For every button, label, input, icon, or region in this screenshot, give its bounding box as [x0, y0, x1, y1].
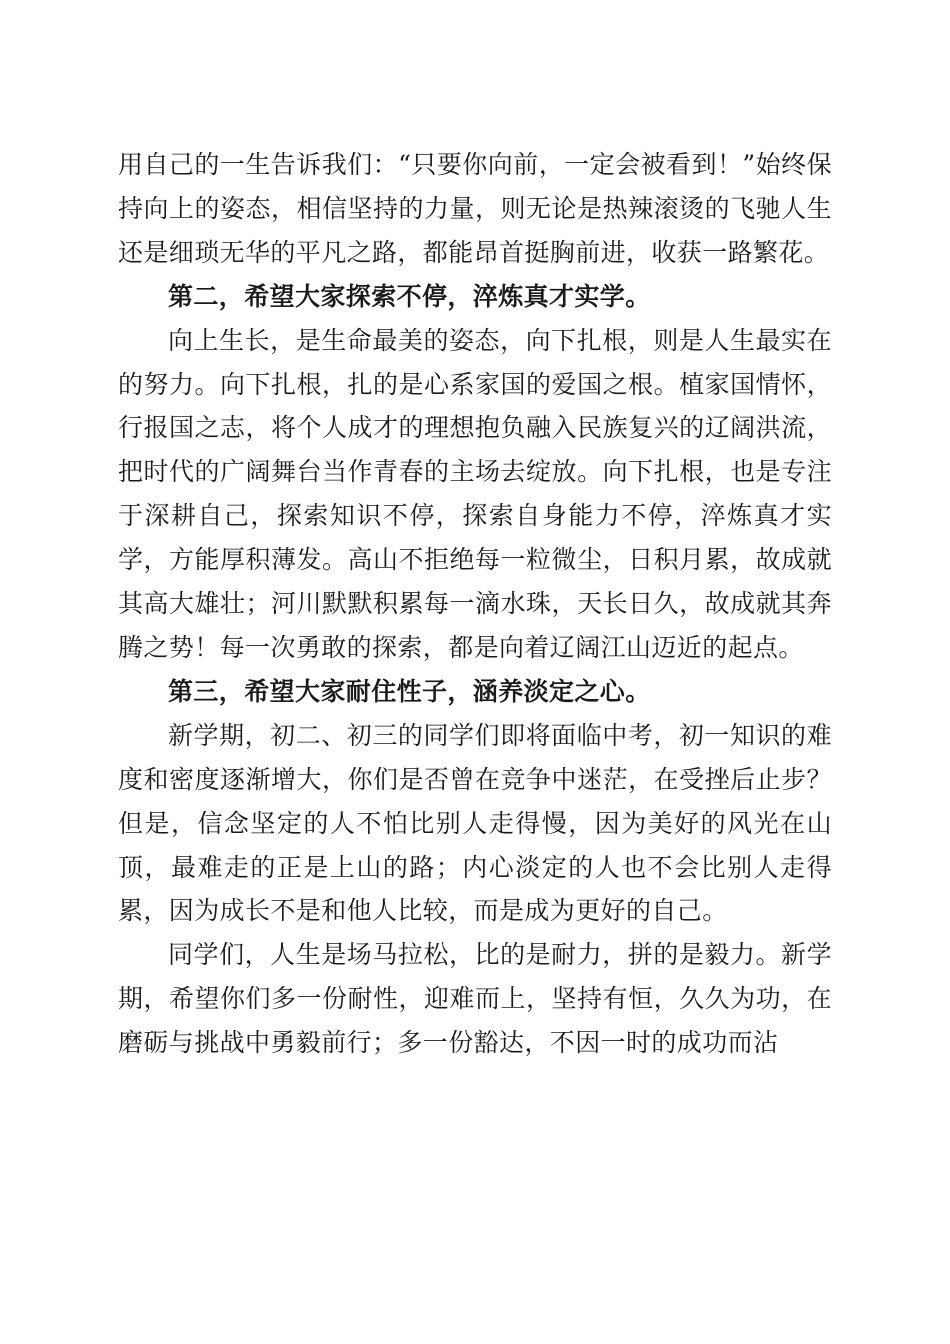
- paragraph-body: 同学们，人生是场马拉松，比的是耐力，拼的是毅力。新学期，希望你们多一份耐性，迎难而上，坚持有恒，久久为功，在磨砺与挑战中勇毅前行；多一份豁达，不因一时的成功而沾: [118, 940, 832, 1058]
- paragraph-continuation: 用自己的一生告诉我们：“只要你向前，一定会被看到！”始终保持向上的姿态，相信坚持的力量，则无论是热辣滚烫的飞驰人生还是细琐无华的平凡之路，都能昂首挺胸前进，收获一路繁花。: [118, 150, 832, 267]
- section-heading-second: 第二，希望大家探索不停，淬炼真才实学。: [168, 281, 651, 311]
- section-heading-third: 第三，希望大家耐住性子，涵养淡定之心。: [168, 676, 651, 706]
- paragraph-body: 新学期，初二、初三的同学们即将面临中考，初一知识的难度和密度逐渐增大，你们是否曾在竞争中迷茫，在受挫后止步？但是，信念坚定的人不怕比别人走得慢，因为美好的风光在山顶，最难走的正是上山的路；内心淡定的人也不会比别人走得累，因为成长不是和他人比较，而是成为更好的自己。: [118, 720, 832, 926]
- document-page: [118, 143, 832, 1065]
- paragraph-body: 向上生长，是生命最美的姿态，向下扎根，则是人生最实在的努力。向下扎根，扎的是心系家国的爱国之根。植家国情怀，行报国之志，将个人成才的理想抱负融入民族复兴的辽阔洪流，把时代的广阔舞台当作青春的主场去绽放。向下扎根，也是专注于深耕自己，探索知识不停，探索自身能力不停，淬炼真才实学，方能厚积薄发。高山不拒绝每一粒微尘，日积月累，故成就其高大雄壮；河川默默积累每一滴水珠，天长日久，故成就其奔腾之势！每一次勇敢的探索，都是向着辽阔江山迈近的起点。: [118, 325, 832, 662]
